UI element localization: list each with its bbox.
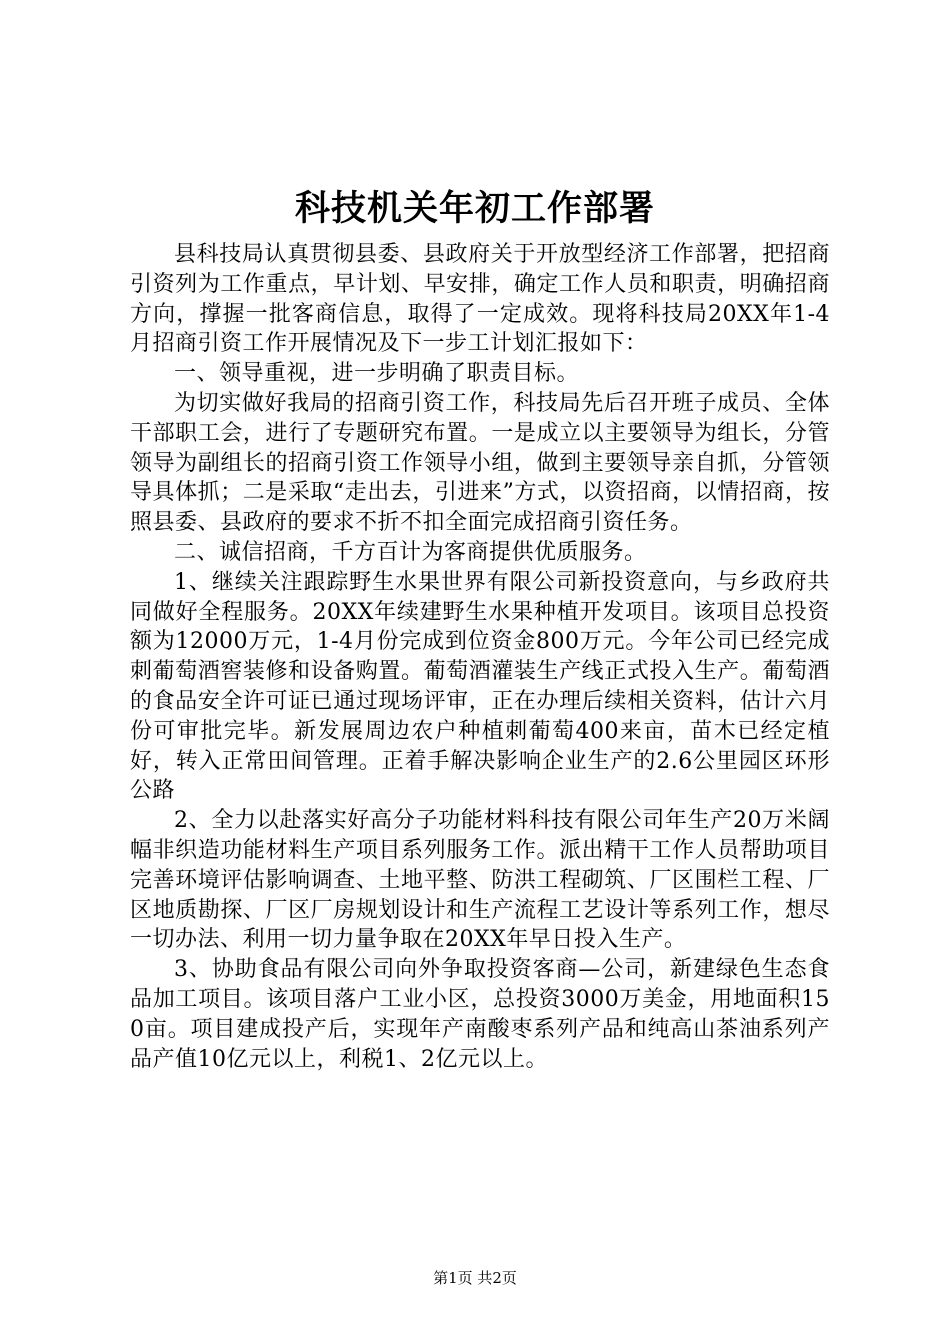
- section-heading-2: 二、诚信招商，千方百计为客商提供优质服务。: [174, 539, 647, 565]
- page-footer: [0, 1268, 950, 1288]
- page-total: 共2页: [477, 1269, 517, 1287]
- paragraph-item-1: 1、继续关注跟踪野生水果世界有限公司新投资意向，与乡政府共同做好全程服务。20XX年续建野生水果种植开发项目。该项目总投资额为12000万元，1-4月份完成到位资金800万元。今年公司已经完成刺葡萄酒窖装修和设备购置。葡萄酒灌装生产线正式投入生产。葡萄酒的食品安全许可证已通过现场评审，正在办理后续相关资料，估计六月份可审批完毕。新发展周边农户种植刺葡萄400来亩，苗木已经定植好，转入正常田间管理。正着手解决影响企业生产的2.6公里园区环形公路: [130, 569, 830, 804]
- paragraph-item-3: 3、协助食品有限公司向外争取投资客商—公司，新建绿色生态食品加工项目。该项目落户工业小区，总投资3000万美金，用地面积150亩。项目建成投产后，实现年产南酸枣系列产品和纯高山茶油系列产品产值10亿元以上，利税1、2亿元以上。: [130, 957, 830, 1072]
- document-title: 科技机关年初工作部署: [294, 189, 655, 229]
- document-body: [130, 240, 830, 1074]
- section-heading-1: 一、领导重视，进一步明确了职责目标。: [174, 361, 580, 387]
- paragraph-section-1: 为切实做好我局的招商引资工作，科技局先后召开班子成员、全体干部职工会，进行了专题研究布置。一是成立以主要领导为组长，分管领导为副组长的招商引资工作领导小组，做到主要领导亲自抓，分管领导具体抓；二是采取“走出去，引进来”方式，以资招商，以情招商，按照县委、县政府的要求不折不扣全面完成招商引资任务。: [130, 390, 830, 536]
- paragraph-item-2: 2、全力以赴落实好高分子功能材料科技有限公司年生产20万米阔幅非织造功能材料生产项目系列服务工作。派出精干工作人员帮助项目完善环境评估影响调查、土地平整、防洪工程砌筑、厂区围栏工程、厂区地质勘探、厂区厂房规划设计和生产流程工艺设计等系列工作，想尽一切办法、利用一切力量争取在20XX年早日投入生产。: [130, 808, 830, 953]
- paragraph-intro: 县科技局认真贯彻县委、县政府关于开放型经济工作部署，把招商引资列为工作重点，早计划、早安排，确定工作人员和职责，明确招商方向，撑握一批客商信息，取得了一定成效。现将科技局20XX年1-4月招商引资工作开展情况及下一步工计划汇报如下：: [130, 242, 830, 357]
- page-number: 第1页: [433, 1269, 473, 1287]
